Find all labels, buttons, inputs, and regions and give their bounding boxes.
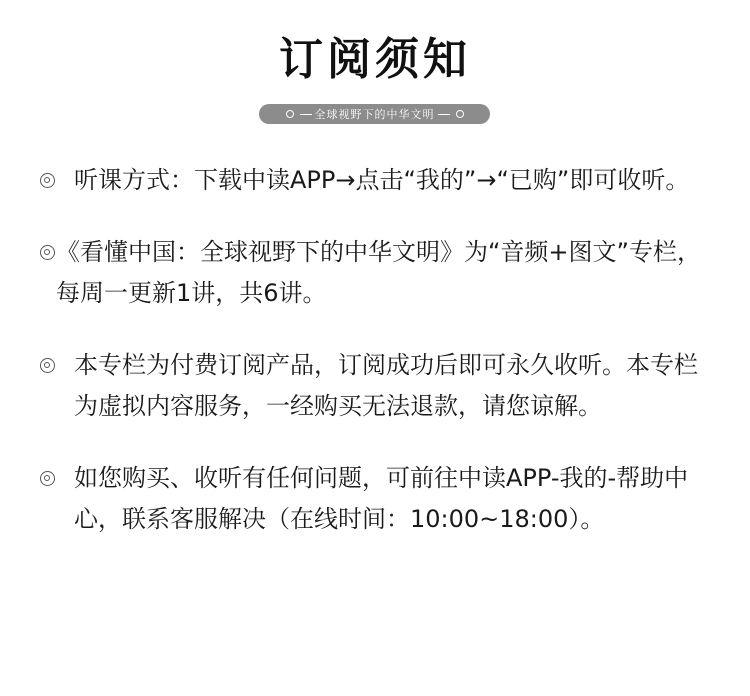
ornament-right-icon [456, 110, 464, 118]
notice-text: 听课方式：下载中读APP→点击“我的”→“已购”即可收听。 [74, 166, 690, 194]
bullet-icon [40, 358, 55, 373]
notice-list [38, 160, 718, 571]
notice-item-support [38, 458, 718, 540]
page-title: 订阅须知 [279, 34, 471, 85]
subtitle-banner [259, 104, 490, 124]
ornament-left-icon [286, 110, 294, 118]
notice-text: 《看懂中国：全球视野下的中华文明》为“音频+图文”专栏，每周一更新1讲，共6讲。 [56, 238, 701, 307]
dash-left-icon [300, 114, 312, 115]
notice-item-listening-method [38, 160, 718, 201]
notice-item-refund-policy [38, 345, 718, 427]
notice-text: 本专栏为付费订阅产品，订阅成功后即可永久收听。本专栏为虚拟内容服务，一经购买无法退款，请您谅解。 [74, 351, 698, 420]
bullet-icon [40, 471, 55, 486]
subtitle-text: 全球视野下的中华文明 [314, 108, 435, 121]
notice-item-column-info [38, 232, 718, 314]
notice-text: 如您购买、收听有任何问题，可前往中读APP-我的-帮助中心，联系客服解决（在线时间：10:00~18:00）。 [74, 464, 689, 533]
bullet-icon [40, 173, 55, 188]
bullet-icon [40, 245, 55, 260]
dash-right-icon [438, 114, 450, 115]
